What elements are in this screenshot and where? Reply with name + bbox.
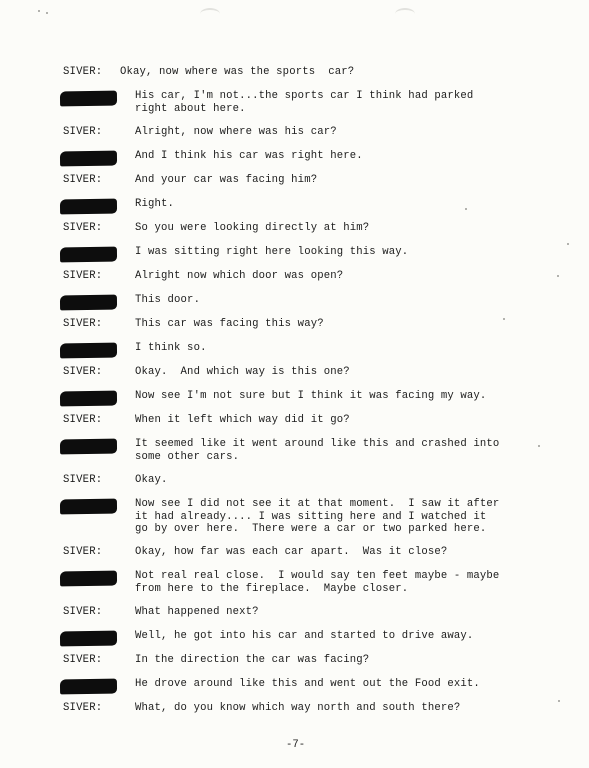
redaction-bar [60,295,117,311]
redaction-bar [60,499,117,515]
speech-text: Not real real close. I would say ten feet maybe - maybe from here to the fireplace. Maybe closer. [135,570,500,595]
speech-text: I think so. [135,342,207,354]
speech-text: Alright now which door was open? [135,270,344,282]
speech-text: Okay. And which way is this one? [135,366,350,378]
punch-hole-mark [395,8,415,20]
speaker-label: SIVER: [63,174,103,186]
speech-text: This door. [135,294,201,306]
speech-text: Now see I'm not sure but I think it was facing my way. [135,390,487,402]
redaction-bar [60,439,117,455]
speech-text: It seemed like it went around like this and crashed into some other cars. [135,438,500,463]
redaction-bar [60,247,117,263]
speech-text: His car, I'm not...the sports car I think had parked right about here. [135,90,474,115]
scan-speckle [538,445,540,447]
redaction-bar [60,199,117,215]
speech-text: Well, he got into his car and started to drive away. [135,630,474,642]
speaker-label: SIVER: [63,474,103,486]
speaker-label: SIVER: [63,606,103,618]
redaction-bar [60,391,117,407]
speaker-label: SIVER: [63,546,103,558]
speech-text: Right. [135,198,175,210]
speech-text: What, do you know which way north and south there? [135,702,461,714]
speaker-label: SIVER: [63,366,103,378]
redaction-bar [60,631,117,647]
redaction-bar [60,679,117,695]
scan-speckle [558,700,560,702]
speaker-label: SIVER: [63,222,103,234]
speech-text: Now see I did not see it at that moment. I saw it after it had already.... I was sitting here and I watched it go by over here. There were a car or two parked here. [135,498,500,535]
scan-speckle [46,12,48,14]
speaker-label: SIVER: [63,318,103,330]
speech-text: Okay, how far was each car apart. Was it close? [135,546,448,558]
speech-text: Alright, now where was his car? [135,126,337,138]
speech-text: This car was facing this way? [135,318,324,330]
speech-text: When it left which way did it go? [135,414,350,426]
speech-text: And I think his car was right here. [135,150,363,162]
speech-text: And your car was facing him? [135,174,318,186]
speaker-label: SIVER: [63,270,103,282]
speech-text: Okay. [135,474,168,486]
speech-text: So you were looking directly at him? [135,222,370,234]
speaker-label: SIVER: [63,654,103,666]
speech-text: He drove around like this and went out the Food exit. [135,678,480,690]
speech-text: In the direction the car was facing? [135,654,370,666]
punch-hole-mark [200,8,220,20]
speaker-label: SIVER: [63,126,103,138]
scan-speckle [557,275,559,277]
scan-speckle [38,10,40,12]
speech-text: Okay, now where was the sports car? [120,66,355,78]
redaction-bar [60,571,117,587]
speaker-label: SIVER: [63,66,103,78]
redaction-bar [60,151,117,167]
speaker-label: SIVER: [63,702,103,714]
speech-text: What happened next? [135,606,259,618]
page-number: -7- [286,739,306,751]
scan-speckle [567,243,569,245]
redaction-bar [60,91,117,107]
speech-text: I was sitting right here looking this way. [135,246,409,258]
speaker-label: SIVER: [63,414,103,426]
redaction-bar [60,343,117,359]
